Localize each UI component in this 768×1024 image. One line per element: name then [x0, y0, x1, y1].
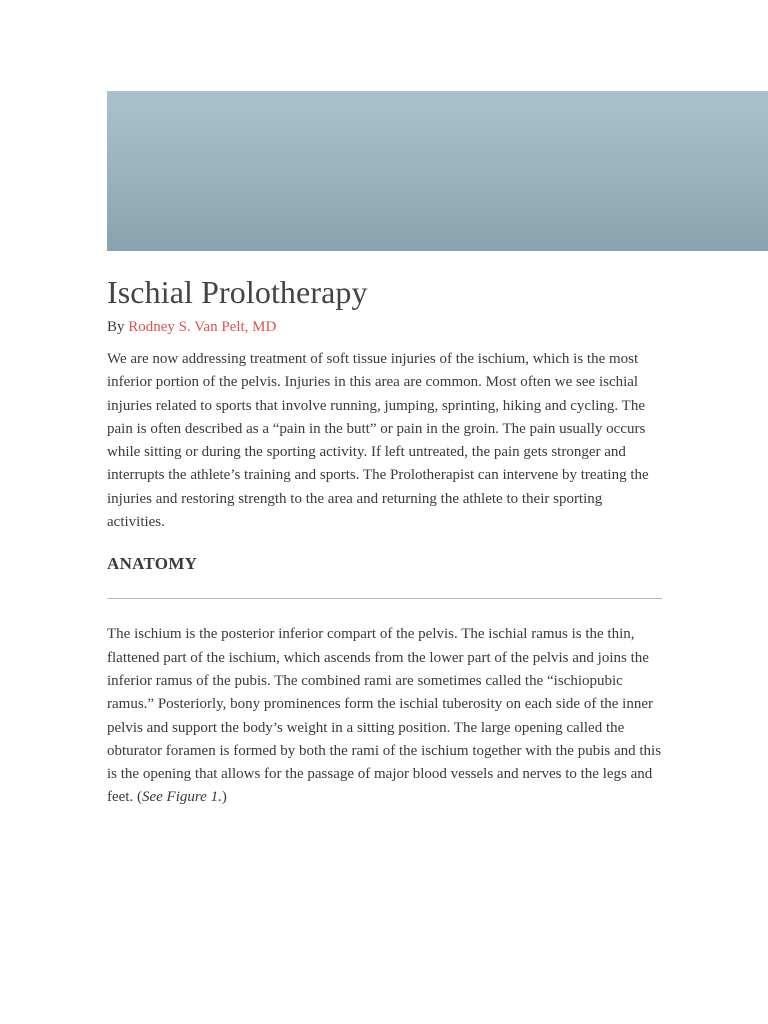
author-link[interactable]: Rodney S. Van Pelt, MD — [128, 319, 277, 335]
figure-reference: See Figure 1. — [141, 789, 222, 806]
anatomy-text: The ischium is the posterior inferior compart of the pelvis. The ischial ramus is the thin, flattened part of the ischium, which ascends from the lower part of the pelvis and joins the inferior ramus of the pubis. The combined rami are sometimes called the “ischiopubic ramus.” Posteriorly, bony prominences form the ischial tuberosity on each side of the inner pelvis and support the body’s weight in a sitting position. The large opening called the obturator foramen is formed by both the rami of the ischium together with the pubis and this is the opening that allows for the passage of major blood vessels and nerves to the legs and feet. ( — [107, 626, 662, 806]
byline-prefix: By — [107, 319, 125, 335]
byline — [107, 316, 662, 338]
anatomy-paragraph — [107, 623, 662, 809]
header-banner-image — [107, 91, 768, 251]
anatomy-close-paren: ) — [221, 789, 227, 806]
section-divider — [107, 598, 662, 599]
article — [107, 270, 662, 810]
article-title: Ischial Prolotherapy — [107, 274, 368, 310]
intro-paragraph: We are now addressing treatment of soft tissue injuries of the ischium, which is the most inferior portion of the pelvis. Injuries in this area are common. Most often we see ischial injuries related to sports that involve running, jumping, sprinting, hiking and cycling. The pain is often described as a “pain in the butt” or pain in the groin. The pain usually occurs while sitting or during the sporting activity. If left untreated, the pain gets stronger and interrupts the athlete’s training and sports. The Prolotherapist can intervene by treating the injuries and restoring strength to the area and returning the athlete to their sporting activities. — [107, 351, 649, 531]
section-heading-anatomy: ANATOMY — [107, 554, 198, 574]
